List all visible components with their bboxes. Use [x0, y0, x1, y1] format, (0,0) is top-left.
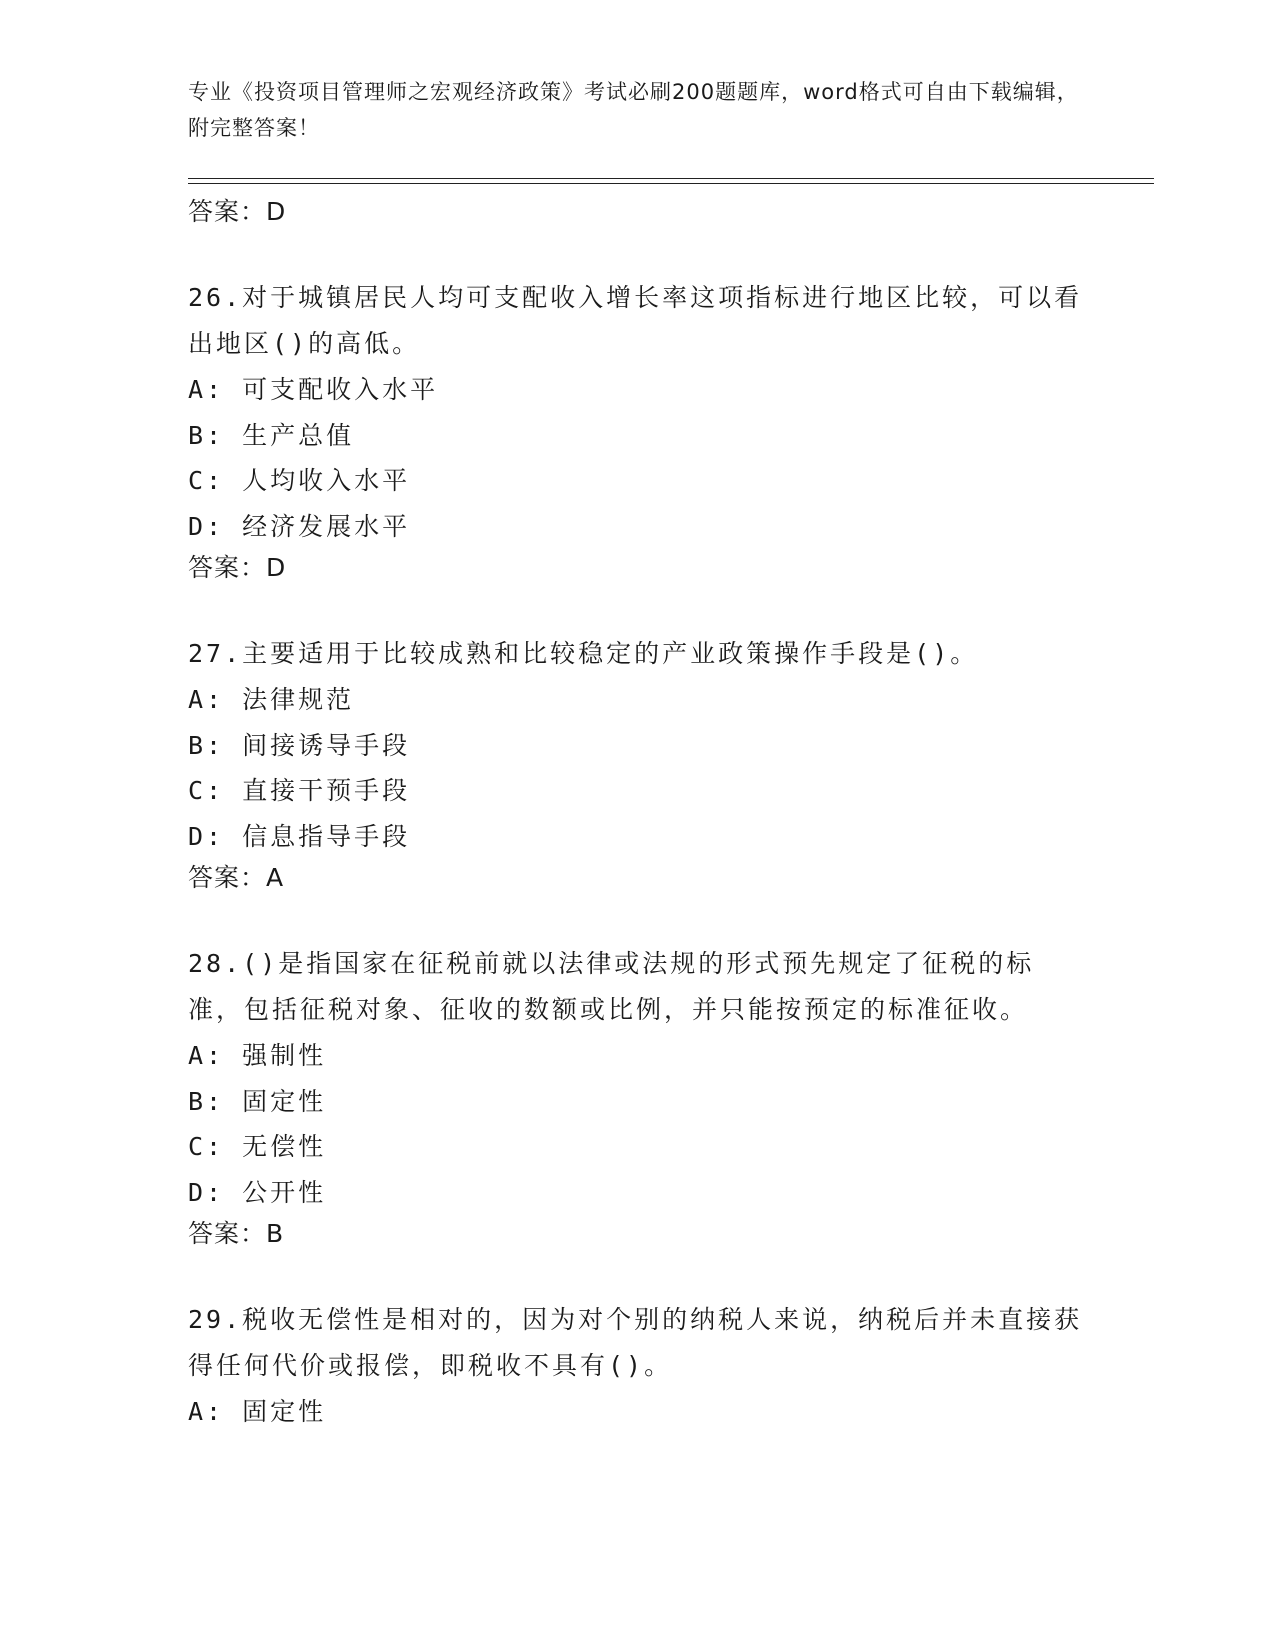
option-d: D: 信息指导手段	[188, 821, 411, 851]
question-28	[188, 941, 1088, 1253]
option-c: C: 无偿性	[188, 1132, 327, 1161]
question-26	[188, 275, 1088, 587]
header-divider-top	[188, 178, 1154, 179]
answer-line: 答案：D	[188, 553, 287, 582]
question-text: 27.主要适用于比较成熟和比较稳定的产业政策操作手段是()。	[188, 639, 979, 668]
question-list	[188, 193, 1088, 1435]
question-27	[188, 631, 1088, 897]
answer-line: 答案：D	[188, 197, 287, 226]
header-divider-bottom	[188, 183, 1154, 184]
document-header: 专业《投资项目管理师之宏观经济政策》考试必刷200题题库，word格式可自由下载编辑，附完整答案！	[188, 80, 1079, 140]
question-text: 26.对于城镇居民人均可支配收入增长率这项指标进行地区比较，可以看出地区()的高低。	[188, 283, 1083, 358]
option-b: B: 固定性	[188, 1086, 327, 1116]
question-text: 28.()是指国家在征税前就以法律或法规的形式预先规定了征税的标准，包括征税对象、征收的数额或比例，并只能按预定的标准征收。	[188, 949, 1035, 1024]
option-a: A: 强制性	[188, 1041, 327, 1070]
option-d: D: 经济发展水平	[188, 511, 411, 541]
answer-line: 答案：B	[188, 1219, 285, 1248]
option-b: B: 生产总值	[188, 420, 355, 450]
option-c: C: 人均收入水平	[188, 466, 411, 495]
option-d: D: 公开性	[188, 1177, 327, 1207]
option-a: A: 固定性	[188, 1397, 327, 1426]
option-b: B: 间接诱导手段	[188, 730, 411, 760]
question-text: 29.税收无偿性是相对的，因为对个别的纳税人来说，纳税后并未直接获得任何代价或报偿，即税收不具有()。	[188, 1305, 1083, 1380]
option-c: C: 直接干预手段	[188, 776, 411, 805]
option-a: A: 可支配收入水平	[188, 375, 439, 404]
question-29	[188, 1297, 1088, 1435]
option-a: A: 法律规范	[188, 685, 355, 714]
answer-line: 答案：A	[188, 863, 285, 892]
